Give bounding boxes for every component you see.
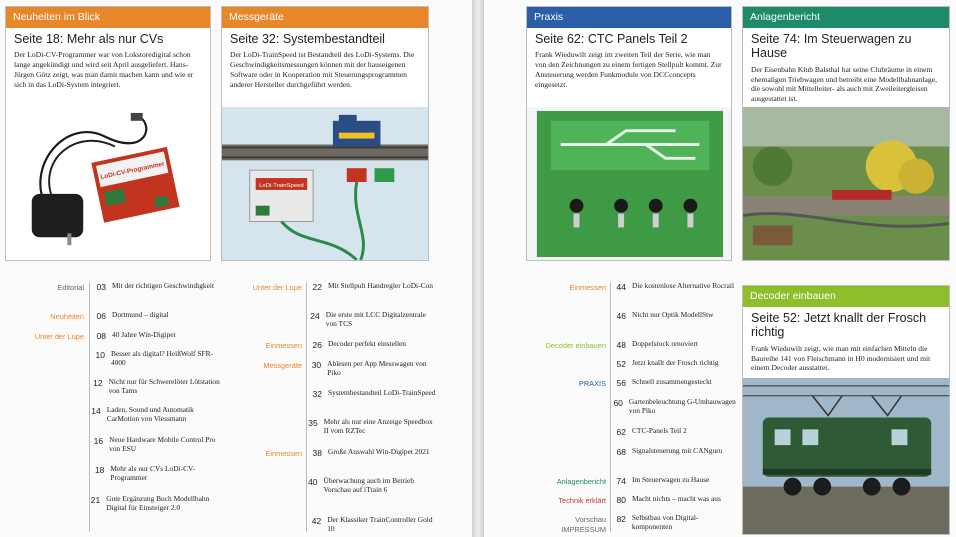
toc-entry-title: Große Auswahl Win-Digipet 2021 bbox=[328, 447, 430, 456]
toc-section-label: Editorial bbox=[57, 283, 84, 292]
feature-card-steuerwagen[interactable] bbox=[742, 6, 950, 261]
toc-entry[interactable] bbox=[306, 311, 436, 329]
feature-card-decoder[interactable] bbox=[742, 285, 950, 535]
toc-entry[interactable] bbox=[90, 311, 220, 321]
toc-entry-title: Mehr als nur eine Anzeige Speedbox II vom RZTec bbox=[323, 417, 433, 435]
toc-section-label: Decoder einbauen bbox=[545, 341, 606, 350]
toc-entry-title: Selbstbau von Digital-komponenten bbox=[631, 513, 699, 531]
toc-entry-title: Überwachung auch im Betrieb Vorschau auf iTrain 6 bbox=[323, 476, 415, 494]
toc-page-number: 06 bbox=[96, 311, 106, 321]
toc-page-number: 21 bbox=[90, 495, 101, 505]
toc-page-number: 16 bbox=[93, 436, 104, 446]
toc-entry[interactable] bbox=[306, 477, 436, 495]
toc-entry-title: Die erste mit LCC Digitalzentrale von TCS bbox=[325, 310, 426, 328]
toc-entry[interactable] bbox=[90, 465, 220, 483]
toc-section-label: IMPRESSUM bbox=[561, 525, 606, 534]
toc-entry-title: Mit der richtigen Geschwindigkeit bbox=[112, 281, 215, 290]
toc-entry[interactable] bbox=[90, 406, 220, 424]
feature-card-ctc-panels[interactable] bbox=[526, 6, 732, 261]
card-category: Anlagenbericht bbox=[743, 7, 949, 28]
toc-entry[interactable] bbox=[306, 360, 436, 378]
toc-entry[interactable] bbox=[610, 311, 738, 321]
toc-page-number: 62 bbox=[616, 427, 626, 437]
device-label-trainspeed: LoDi-TrainSpeed bbox=[259, 182, 304, 189]
toc-section-label: Einmessen bbox=[265, 341, 302, 350]
toc-entry[interactable] bbox=[610, 447, 738, 457]
toc-entry[interactable] bbox=[306, 418, 436, 436]
toc-entry-title: Mehr als nur CVs LoDi-CV-Programmer bbox=[110, 464, 196, 482]
toc-entry-title: Besser als digital? HeißWolf SFR-4000 bbox=[110, 349, 213, 367]
toc-section-label: Messgeräte bbox=[263, 361, 302, 370]
toc-page-number: 40 bbox=[308, 477, 318, 487]
toc-section-label: Technik erklärt bbox=[558, 496, 606, 505]
toc-page-number: 08 bbox=[96, 331, 106, 341]
toc-entry-title: Macht nichts – macht was aus bbox=[632, 494, 721, 503]
toc-section-label: Einmessen bbox=[569, 283, 606, 292]
toc-page-number: 26 bbox=[312, 340, 322, 350]
toc-entry[interactable] bbox=[306, 340, 436, 350]
device-label-programmer: LoDi-CV-Programmer bbox=[99, 160, 166, 181]
toc-entry[interactable] bbox=[610, 495, 738, 505]
toc-page-number: 32 bbox=[312, 389, 322, 399]
toc-entry[interactable] bbox=[90, 350, 220, 368]
card-photo-layout bbox=[743, 107, 949, 260]
toc-entry[interactable] bbox=[306, 282, 436, 292]
toc-entry[interactable] bbox=[610, 359, 738, 369]
card-teaser: Der LoDi-CV-Programmer war von Lokstoredigital schon lange angekündigt und wird seit April ausgeliefert. Hans-Jürgen Götz zeigt, was man damit machen kann und wie er sich in das LoDi-System integriert. bbox=[14, 50, 194, 89]
card-title: Seite 52: Jetzt knallt der Frosch richtig bbox=[751, 311, 927, 340]
toc-entry[interactable] bbox=[610, 427, 738, 437]
card-photo-trainspeed bbox=[222, 107, 428, 260]
toc-page-number: 44 bbox=[616, 282, 626, 292]
toc-page-number: 12 bbox=[93, 378, 103, 388]
card-title: Seite 32: Systembestandteil bbox=[230, 32, 385, 46]
card-teaser: Der Eisenbahn Klub Balsthal hat seine Clubräume in einem ehemaligen Triebwagen und betreibt eine Modellbahnanlage, die sowohl mit Mittelleiter- als auch mit Zweileitergleisen ausgestattet ist. bbox=[751, 64, 937, 104]
toc-entry-title: 40 Jahre Win-Digipet bbox=[112, 330, 176, 339]
toc-page-number: 74 bbox=[616, 476, 626, 486]
left-page bbox=[0, 0, 472, 537]
card-title: Seite 62: CTC Panels Teil 2 bbox=[535, 32, 688, 46]
toc-page-number: 38 bbox=[312, 448, 322, 458]
toc-entry-title: Die kostenlose Alternative Rocrail bbox=[632, 281, 735, 290]
toc-entry-title: Jetzt knallt der Frosch richtig bbox=[632, 358, 719, 367]
card-title: Seite 18: Mehr als nur CVs bbox=[14, 32, 164, 46]
toc-entry[interactable] bbox=[90, 331, 220, 341]
toc-page-number: 18 bbox=[94, 465, 105, 475]
toc-page-number: 14 bbox=[91, 406, 101, 416]
page-gutter bbox=[472, 0, 484, 537]
toc-section-label: Vorschau bbox=[575, 515, 606, 524]
card-photo-programmer bbox=[6, 107, 210, 260]
card-photo-br141 bbox=[743, 378, 949, 534]
toc-entry-title: Ablesen per App Messwagen von Piko bbox=[327, 359, 427, 377]
toc-page-number: 80 bbox=[616, 495, 626, 505]
toc-entry-title: Nicht nur Optik ModellStw bbox=[632, 310, 714, 319]
toc-entry[interactable] bbox=[610, 514, 738, 532]
toc-page-number: 24 bbox=[310, 311, 320, 321]
toc-section-label: Einmessen bbox=[265, 449, 302, 458]
toc-section-label: Neuheiten bbox=[50, 312, 84, 321]
toc-page-number: 56 bbox=[616, 378, 626, 388]
toc-entry[interactable] bbox=[610, 282, 738, 292]
toc-page-number: 60 bbox=[613, 398, 623, 408]
toc-entry-title: Neue Hardware Mobile Control Pro von ESU bbox=[109, 435, 216, 453]
card-category: Decoder einbauen bbox=[743, 286, 949, 307]
toc-entry-title: Der Klassiker TrainController Gold 10 bbox=[327, 515, 433, 533]
toc-entry-title: Gute Ergänzung Buch Modellbahn Digital für Einsteiger 2.0 bbox=[106, 494, 210, 512]
toc-entry[interactable] bbox=[90, 436, 220, 454]
toc-page-number: 52 bbox=[616, 359, 626, 369]
toc-page-number: 48 bbox=[616, 340, 626, 350]
feature-card-cv-programmer[interactable] bbox=[5, 6, 211, 261]
toc-entry-title: Nicht nur für Schwerelöter Lötstation von Tams bbox=[108, 377, 220, 395]
card-photo-ctc-panel bbox=[527, 107, 731, 260]
toc-entry[interactable] bbox=[90, 282, 220, 292]
toc-entry-title: CTC-Panels Teil 2 bbox=[632, 426, 687, 435]
toc-entry-title: Schnell zusammengesteckt bbox=[632, 377, 712, 386]
toc-entry[interactable] bbox=[90, 378, 220, 396]
toc-entry-title: Decoder perfekt einstellen bbox=[328, 339, 406, 348]
right-page bbox=[484, 0, 956, 537]
toc-entry-title: Doppelstock renoviert bbox=[632, 339, 698, 348]
toc-entry-title: Signalsteuerung mit CANguru bbox=[632, 446, 723, 455]
toc-entry[interactable] bbox=[610, 398, 738, 416]
toc-entry[interactable] bbox=[90, 495, 220, 513]
toc-entry[interactable] bbox=[610, 340, 738, 350]
feature-card-trainspeed[interactable] bbox=[221, 6, 429, 261]
toc-page-number: 10 bbox=[95, 350, 105, 360]
card-category: Messgeräte bbox=[222, 7, 428, 28]
toc-entry[interactable] bbox=[610, 476, 738, 486]
toc-page-number: 03 bbox=[96, 282, 106, 292]
toc-entry[interactable] bbox=[610, 378, 738, 388]
toc-entry-title: Im Steuerwagen zu Hause bbox=[632, 475, 710, 484]
toc-section-label: Anlagenbericht bbox=[556, 477, 606, 486]
card-category: Neuheiten im Blick bbox=[6, 7, 210, 28]
toc-section-label: PRAXIS bbox=[578, 379, 606, 388]
toc-entry[interactable] bbox=[306, 448, 436, 458]
toc-page-number: 22 bbox=[312, 282, 322, 292]
toc-section-label: Unter der Lupe bbox=[34, 332, 84, 341]
toc-page-number: 82 bbox=[616, 514, 626, 524]
toc-entry-title: Mit Stellpult Handregler LoDi-Con bbox=[328, 281, 433, 290]
toc-entry-title: Systembestandteil LoDi-TrainSpeed bbox=[328, 388, 436, 397]
toc-page-number: 42 bbox=[311, 516, 322, 526]
toc-section-label: Unter der Lupe bbox=[252, 283, 302, 292]
toc-entry[interactable] bbox=[306, 389, 436, 399]
card-teaser: Der LoDi-TrainSpeed ist Bestandteil des LoDi-Systems. Die Geschwindigkeitsmessungen können mit der hauseigenen Software oder in Kooperation mit Steuerungsprogrammen anderer Hersteller durchgeführt werden. bbox=[230, 50, 415, 89]
toc-page-number: 46 bbox=[616, 311, 626, 321]
toc-page-number: 68 bbox=[616, 447, 626, 457]
toc-entry[interactable] bbox=[306, 516, 436, 534]
toc-entry-title: Laden, Sound und Automatik CarMotion von Viessmann bbox=[106, 405, 194, 423]
card-teaser: Frank Wieduwilt zeigt im zweiten Teil der Serie, wie man von den Zeichnungen zu einem fertigen Stellpult kommt. Zur Ansteuerung werden Funkmodule von DCCconcepts eingesetzt. bbox=[535, 50, 722, 89]
toc-page-number: 30 bbox=[311, 360, 322, 370]
card-title: Seite 74: Im Steuerwagen zu Hause bbox=[751, 32, 912, 61]
toc-page-number: 35 bbox=[308, 418, 318, 428]
card-category: Praxis bbox=[527, 7, 731, 28]
card-teaser: Frank Wieduwilt zeigt, wie man mit einfachen Mitteln die Baureihe 141 von Fleischmann in H0 modernisiert und mit einem Decoder ausstattet. bbox=[751, 343, 931, 373]
toc-entry-title: Gartenbeleuchtung G-Umbauwagen von Piko bbox=[628, 397, 736, 415]
toc-entry-title: Dortmund – digital bbox=[112, 310, 169, 319]
